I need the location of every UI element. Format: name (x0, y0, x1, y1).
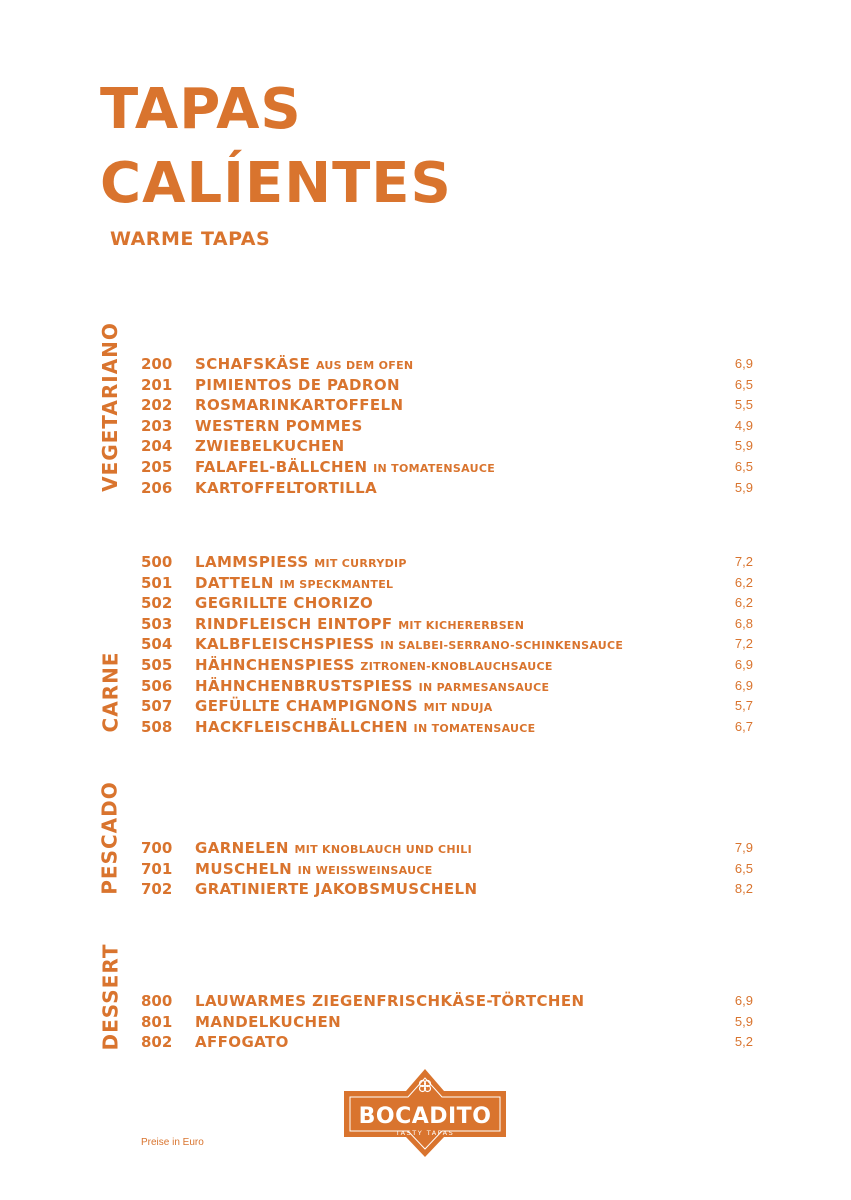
item-price: 7,2 (734, 554, 753, 569)
item-number: 202 (141, 396, 173, 415)
item-price: 6,2 (734, 574, 753, 590)
item-note: AUS DEM OFEN (315, 359, 414, 372)
item-title: GEGRILLTE CHORIZO (195, 594, 374, 613)
item-title: MUSCHELN (195, 859, 293, 878)
item-name (195, 838, 472, 861)
menu-item (141, 859, 753, 880)
item-name (195, 655, 553, 678)
item-number: 503 (141, 614, 173, 633)
item-number: 701 (141, 859, 173, 878)
section-vegetariano (141, 354, 753, 498)
item-number: 502 (141, 594, 173, 613)
item-name (195, 354, 413, 377)
item-price: 5,9 (734, 438, 753, 454)
item-number: 201 (141, 375, 173, 394)
menu-item (141, 614, 753, 635)
item-price: 5,7 (734, 698, 753, 714)
item-title: LAUWARMES ZIEGENFRISCHKÄSE-TÖRTCHEN (195, 992, 585, 1010)
item-number: 801 (141, 1012, 173, 1031)
item-note: IN TOMATENSAUCE (373, 461, 496, 475)
item-title: AFFOGATO (195, 1033, 289, 1052)
item-name (195, 436, 345, 457)
item-price: 4,9 (734, 417, 753, 433)
item-note: ZITRONEN-KNOBLAUCHSAUCE (360, 659, 553, 673)
item-note: IN PARMESANSAUCE (418, 680, 550, 694)
item-name (195, 395, 403, 416)
item-title: ZWIEBELKUCHEN (195, 437, 345, 456)
item-number: 203 (141, 416, 173, 435)
item-name (195, 1032, 289, 1053)
item-note: MIT NDUJA (423, 701, 493, 715)
item-price: 6,7 (734, 718, 753, 734)
menu-item (141, 478, 753, 499)
item-price: 6,9 (734, 677, 753, 693)
item-price: 6,5 (734, 458, 753, 474)
bocadito-logo (342, 1067, 508, 1159)
item-name (195, 859, 433, 882)
menu-item (141, 655, 753, 676)
item-name (195, 457, 495, 480)
item-name (195, 614, 524, 637)
subtitle: WARME TAPAS (110, 228, 271, 250)
item-number: 204 (141, 437, 173, 456)
item-price: 8,2 (734, 881, 753, 897)
item-title: MANDELKUCHEN (195, 1012, 342, 1031)
item-note: MIT CURRYDIP (314, 557, 407, 570)
section-label-dessert: DESSERT (98, 943, 123, 1051)
section-pescado (141, 838, 753, 900)
item-title: GARNELEN (195, 839, 289, 857)
menu-item (141, 838, 753, 859)
menu-item (141, 552, 753, 573)
item-price: 7,2 (734, 636, 753, 652)
item-number: 507 (141, 697, 173, 716)
item-note: IN SALBEI-SERRANO-SCHINKENSAUCE (380, 639, 624, 653)
item-number: 802 (141, 1033, 173, 1052)
menu-item (141, 991, 753, 1012)
item-title: FALAFEL-BÄLLCHEN (195, 457, 368, 476)
item-number: 505 (141, 655, 173, 674)
item-title: RINDFLEISCH EINTOPF (195, 614, 393, 633)
item-number: 501 (141, 573, 173, 592)
menu-item (141, 416, 753, 437)
item-name (195, 416, 363, 437)
item-name (195, 991, 584, 1012)
item-name (195, 478, 377, 499)
item-number: 504 (141, 635, 173, 654)
menu-item (141, 573, 753, 594)
item-number: 200 (141, 355, 173, 373)
menu-item (141, 717, 753, 738)
menu-item (141, 634, 753, 655)
item-title: KALBFLEISCHSPIESS (195, 635, 375, 654)
item-title: HACKFLEISCHBÄLLCHEN (195, 717, 408, 736)
item-title: GRATINIERTE JAKOBSMUSCHELN (195, 880, 478, 899)
item-price: 6,5 (734, 376, 753, 392)
item-name (195, 717, 535, 740)
item-number: 700 (141, 839, 173, 857)
menu-item (141, 457, 753, 478)
item-name (195, 573, 393, 596)
menu-item (141, 879, 753, 900)
item-name (195, 1012, 341, 1033)
item-number: 206 (141, 478, 173, 497)
item-number: 800 (141, 992, 173, 1010)
item-price: 5,2 (734, 1034, 753, 1050)
item-title: GEFÜLLTE CHAMPIGNONS (195, 697, 418, 716)
item-number: 205 (141, 457, 173, 476)
item-price: 6,8 (734, 615, 753, 631)
item-name (195, 552, 407, 575)
prices-note: Preise in Euro (141, 1137, 204, 1148)
item-name (195, 593, 373, 614)
item-price: 6,2 (734, 595, 753, 611)
menu-item (141, 395, 753, 416)
item-price: 6,9 (734, 993, 753, 1008)
item-number: 506 (141, 676, 173, 695)
title-line-1: TAPAS (100, 77, 302, 142)
menu-item (141, 696, 753, 717)
item-title: PIMIENTOS DE PADRON (195, 375, 400, 394)
item-price: 5,5 (734, 397, 753, 413)
item-name (195, 634, 623, 657)
item-note: MIT KICHERERBSEN (398, 618, 525, 632)
item-title: HÄHNCHENSPIESS (195, 655, 355, 674)
item-title: WESTERN POMMES (195, 416, 363, 435)
title-line-2: CALÍENTES (100, 151, 452, 216)
section-dessert (141, 991, 753, 1053)
item-name (195, 696, 493, 719)
item-title: KARTOFFELTORTILLA (195, 478, 378, 497)
item-price: 6,9 (734, 356, 753, 371)
menu-item (141, 593, 753, 614)
menu-item (141, 1032, 753, 1053)
menu-item (141, 676, 753, 697)
menu-item (141, 436, 753, 457)
item-number: 702 (141, 880, 173, 899)
item-title: DATTELN (195, 573, 274, 592)
section-label-vegetariano: VEGETARIANO (98, 322, 123, 492)
section-label-carne: CARNE (98, 651, 122, 733)
item-title: ROSMARINKARTOFFELN (195, 396, 404, 415)
item-note: MIT KNOBLAUCH UND CHILI (294, 843, 473, 856)
logo-tagline: TASTY TAPAS (395, 1129, 455, 1137)
item-name (195, 676, 549, 699)
item-name (195, 375, 400, 396)
menu-item (141, 375, 753, 396)
item-note: IM SPECKMANTEL (279, 577, 394, 591)
menu-item (141, 354, 753, 375)
item-number: 508 (141, 717, 173, 736)
item-number: 500 (141, 553, 173, 571)
item-note: IN TOMATENSAUCE (413, 721, 536, 735)
logo-name: BOCADITO (358, 1104, 492, 1129)
menu-item (141, 1012, 753, 1033)
item-price: 6,5 (734, 860, 753, 876)
item-price: 7,9 (734, 840, 753, 855)
section-carne (141, 552, 753, 737)
section-label-pescado: PESCADO (98, 780, 123, 895)
item-title: LAMMSPIESS (195, 553, 309, 571)
item-name (195, 879, 477, 900)
item-price: 5,9 (734, 479, 753, 495)
item-price: 6,9 (734, 656, 753, 672)
item-price: 5,9 (734, 1013, 753, 1029)
item-note: IN WEISSWEINSAUCE (297, 863, 433, 877)
item-title: HÄHNCHENBRUSTSPIESS (195, 676, 413, 695)
item-title: SCHAFSKÄSE (195, 355, 311, 373)
